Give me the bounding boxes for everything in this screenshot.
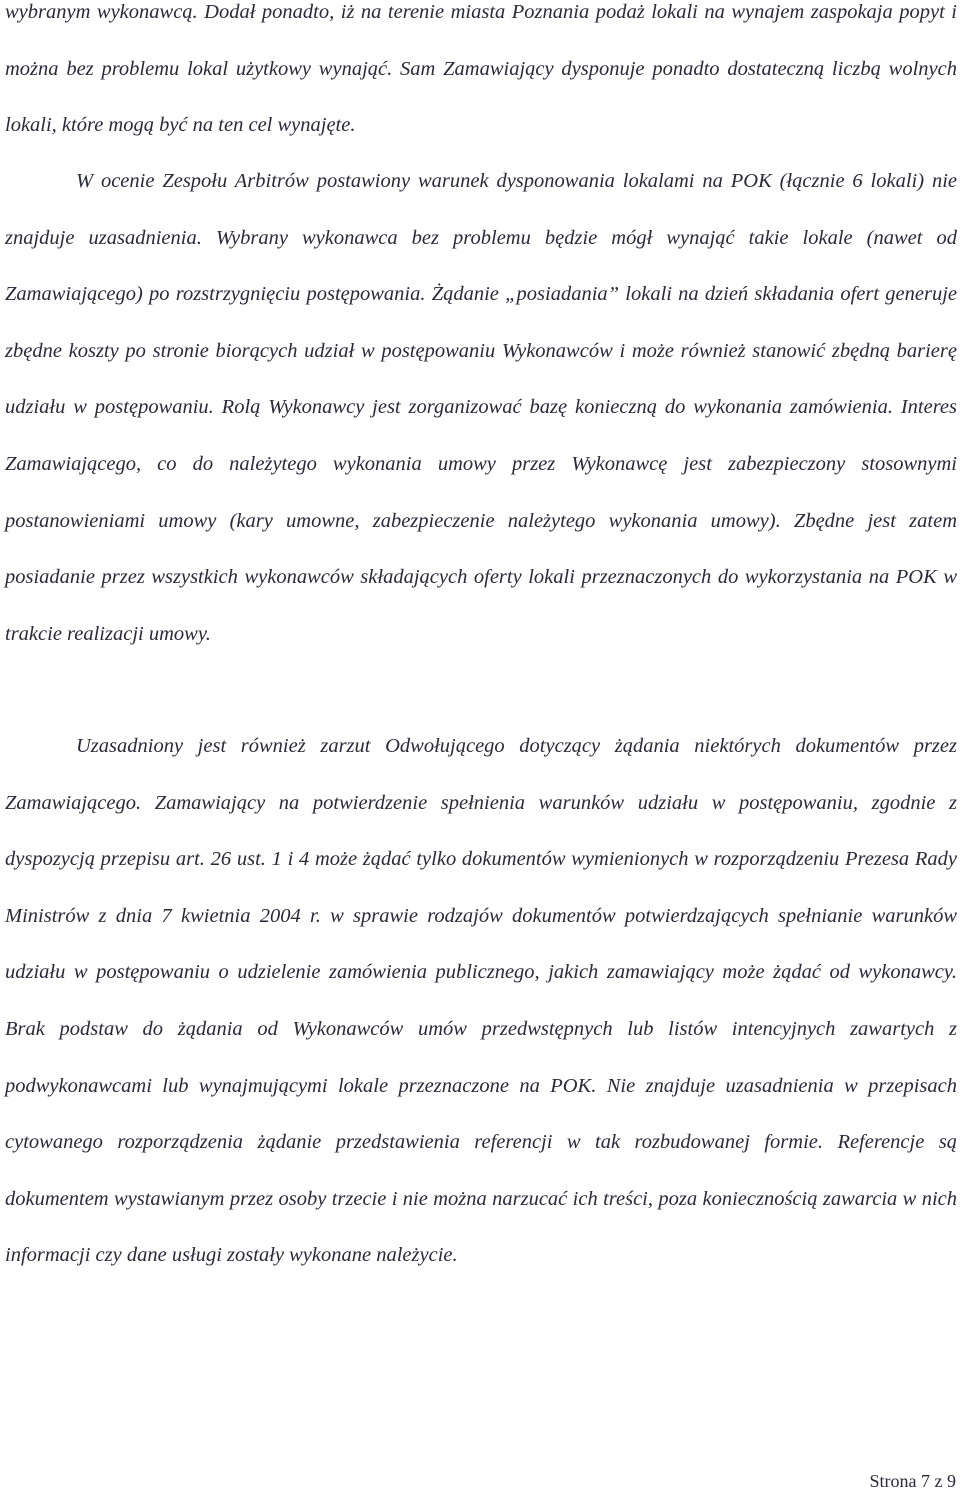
- paragraph-text: wybranym wykonawcą. Dodał ponadto, iż na terenie miasta Poznania podaż lokali na wynajem zaspokaja popyt i można bez problemu lokal użytkowy wynająć. Sam Zamawiający dysponuje ponadto dostateczną liczbą wolnych lokali, które mogą być na ten cel wynajęte.: [5, 1, 957, 137]
- page-number: Strona 7 z 9: [869, 1471, 956, 1491]
- paragraph-documents-claim: [5, 718, 957, 1284]
- paragraph-text: W ocenie Zespołu Arbitrów postawiony warunek dysponowania lokalami na POK (łącznie 6 lokali) nie znajduje uzasadnienia. Wybrany wykonawca bez problemu będzie mógł wynająć takie lokale (nawet od Zamawiającego) po rozstrzygnięciu postępowania. Żądanie „posiadania” lokali na dzień składania ofert generuje zbędne koszty po stronie biorących udział w postępowaniu Wykonawców i może również stanowić zbędną barierę udziału w postępowaniu. Rolą Wykonawcy jest zorganizować bazę konieczną do wykonania zamówienia. Interes Zamawiającego, co do należytego wykonania umowy przez Wykonawcę jest zabezpieczony stosownymi postanowieniami umowy (kary umowne, zabezpieczenie należytego wykonania umowy). Zbędne jest zatem posiadanie przez wszystkich wykonawców składających oferty lokali przeznaczonych do wykorzystania na POK w trakcie realizacji umowy.: [5, 170, 957, 645]
- paragraph-text: Uzasadniony jest również zarzut Odwołującego dotyczący żądania niektórych dokumentów przez Zamawiającego. Zamawiający na potwierdzenie spełnienia warunków udziału w postępowaniu, zgodnie z dyspozycją przepisu art. 26 ust. 1 i 4 może żądać tylko dokumentów wymienionych w rozporządzeniu Prezesa Rady Ministrów z dnia 7 kwietnia 2004 r. w sprawie rodzajów dokumentów potwierdzających spełnianie warunków udziału w postępowaniu o udzielenie zamówienia publicznego, jakich zamawiający może żądać od wykonawcy. Brak podstaw do żądania od Wykonawców umów przedwstępnych lub listów intencyjnych zawartych z podwykonawcami lub wynajmującymi lokale przeznaczone na POK. Nie znajduje uzasadnienia w przepisach cytowanego rozporządzenia żądanie przedstawienia referencji w tak rozbudowanej formie. Referencje są dokumentem wystawianym przez osoby trzecie i nie można narzucać ich treści, poza koniecznością zawarcia w nich informacji czy dane usługi zostały wykonane należycie.: [5, 735, 957, 1267]
- paragraph-continuation: [5, 0, 957, 154]
- paragraph-arbitrators-assessment: [5, 153, 957, 662]
